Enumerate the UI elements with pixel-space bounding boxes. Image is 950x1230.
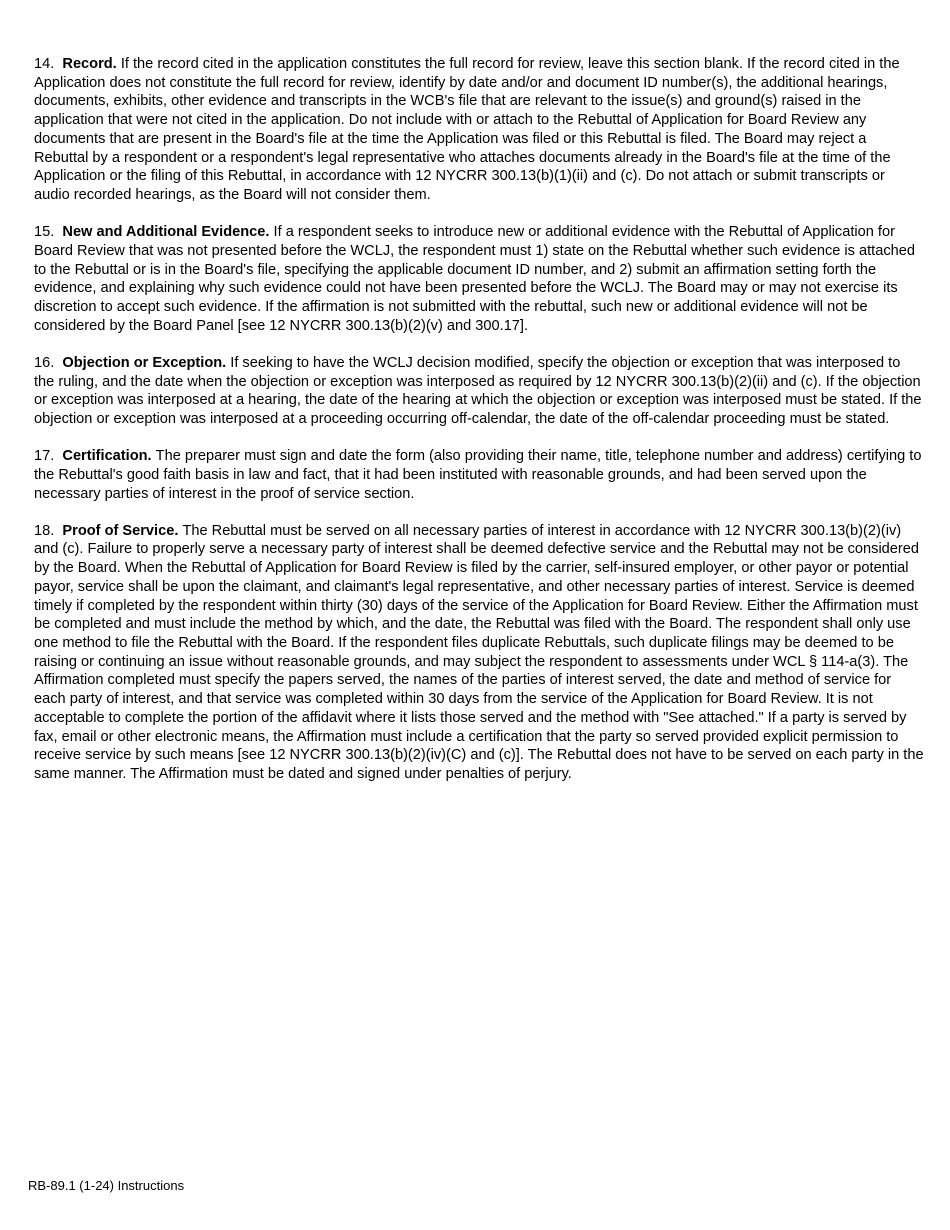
form-footer: RB-89.1 (1-24) Instructions (28, 1178, 185, 1193)
section-text: The Rebuttal must be served on all necessary parties of interest in accordance with 12 NYCRR 300.13(b)(2)(iv) and (c). Failure to properly serve a necessary party of interest shall be deemed defective service and the Rebuttal may not be considered by the Board. When the Rebuttal of Application for Board Review is filed by the carrier, self-insured employer, or other payor or potential payor, service shall be upon the claimant, and claimant's legal representative, and other necessary parties of interest. Service is deemed timely if completed by the respondent within thirty (30) days of the service of the Application for Board Review. Either the Affirmation must be completed and must include the method by which, and the date, the Rebuttal was filed with the Board. The respondent shall only use one method to file the Rebuttal with the Board. If the respondent files duplicate Rebuttals, such duplicate filings may be deemed to be raising or continuing an issue without reasonable grounds, and may subject the respondent to assessments under WCL § 114-a(3). The Affirmation completed must specify the papers served, the names of the parties of interest served, the date and method of service for each party of interest, and that service was completed within 30 days from the service of the Application for Board Review. It is not acceptable to complete the portion of the affidavit where it lists those served and the method with "See attached." If a party is served by fax, email or other electronic means, the Affirmation must include a certification that the party so served provided explicit permission to receive service by such means [see 12 NYCRR 300.13(b)(2)(iv)(C) and (c)]. The Rebuttal does not have to be served on each party in the same manner. The Affirmation must be dated and signed under penalties of perjury. (34, 522, 924, 782)
section-number: 18. (34, 522, 55, 539)
section-objection (34, 354, 924, 429)
section-number: 16. (34, 354, 55, 371)
section-certification (34, 447, 924, 503)
section-new-evidence (34, 223, 924, 335)
section-heading: Proof of Service. (62, 522, 179, 539)
section-heading: Objection or Exception. (62, 354, 227, 371)
section-heading: New and Additional Evidence. (62, 224, 270, 241)
instructions-body (34, 55, 924, 802)
section-text: The preparer must sign and date the form (also providing their name, title, telephone number and address) certifying to the Rebuttal's good faith basis in law and fact, that it had been instituted with reasonable grounds, and had been served upon the necessary parties of interest in the proof of service section. (34, 448, 922, 502)
section-heading: Record. (62, 56, 117, 72)
section-number: 17. (34, 448, 55, 465)
section-record (34, 55, 924, 205)
section-text: If seeking to have the WCLJ decision modified, specify the objection or exception that was interposed to the ruling, and the date when the objection or exception was interposed as required by 12 NYCRR 300.13(b)(2)(ii) and (c). If the objection or exception was interposed at a hearing, the date of the hearing at which the objection or exception was interposed must be stated. If the objection or exception was interposed at a proceeding occurring off-calendar, the date of the off-calendar proceeding must be stated. (34, 354, 922, 427)
section-number: 15. (34, 224, 55, 241)
section-heading: Certification. (62, 448, 152, 465)
section-text: If the record cited in the application constitutes the full record for review, leave this section blank. If the record cited in the Application does not constitute the full record for review, identify by date and/or and document ID number(s), the additional hearings, documents, exhibits, other evidence and transcripts in the WCB's file that are relevant to the issue(s) and ground(s) raised in the application that were not cited in the application. Do not include with or attach to the Rebuttal of Application for Board Review any documents that are present in the Board's file at the time the Application was filed or this Rebuttal is filed. The Board may reject a Rebuttal by a respondent or a respondent's legal representative who attaches documents already in the Board's file at the time of the Application or the filing of this Rebuttal, in accordance with 12 NYCRR 300.13(b)(1)(ii) and (c). Do not attach or submit transcripts or audio recorded hearings, as the Board will not consider them. (34, 56, 900, 203)
section-proof-of-service (34, 522, 924, 784)
section-number: 14. (34, 56, 55, 72)
section-text: If a respondent seeks to introduce new or additional evidence with the Rebuttal of Application for Board Review that was not presented before the WCLJ, the respondent must 1) state on the Rebuttal whether such evidence is attached to the Rebuttal or is in the Board's file, specifying the applicable document ID number, and 2) submit an affirmation setting forth the evidence, and explaining why such evidence could not have been presented before the WCLJ. The Board may or may not exercise its discretion to accept such evidence. If the affirmation is not submitted with the rebuttal, such new or additional evidence will not be considered by the Board Panel [see 12 NYCRR 300.13(b)(2)(v) and 300.17]. (34, 224, 915, 334)
